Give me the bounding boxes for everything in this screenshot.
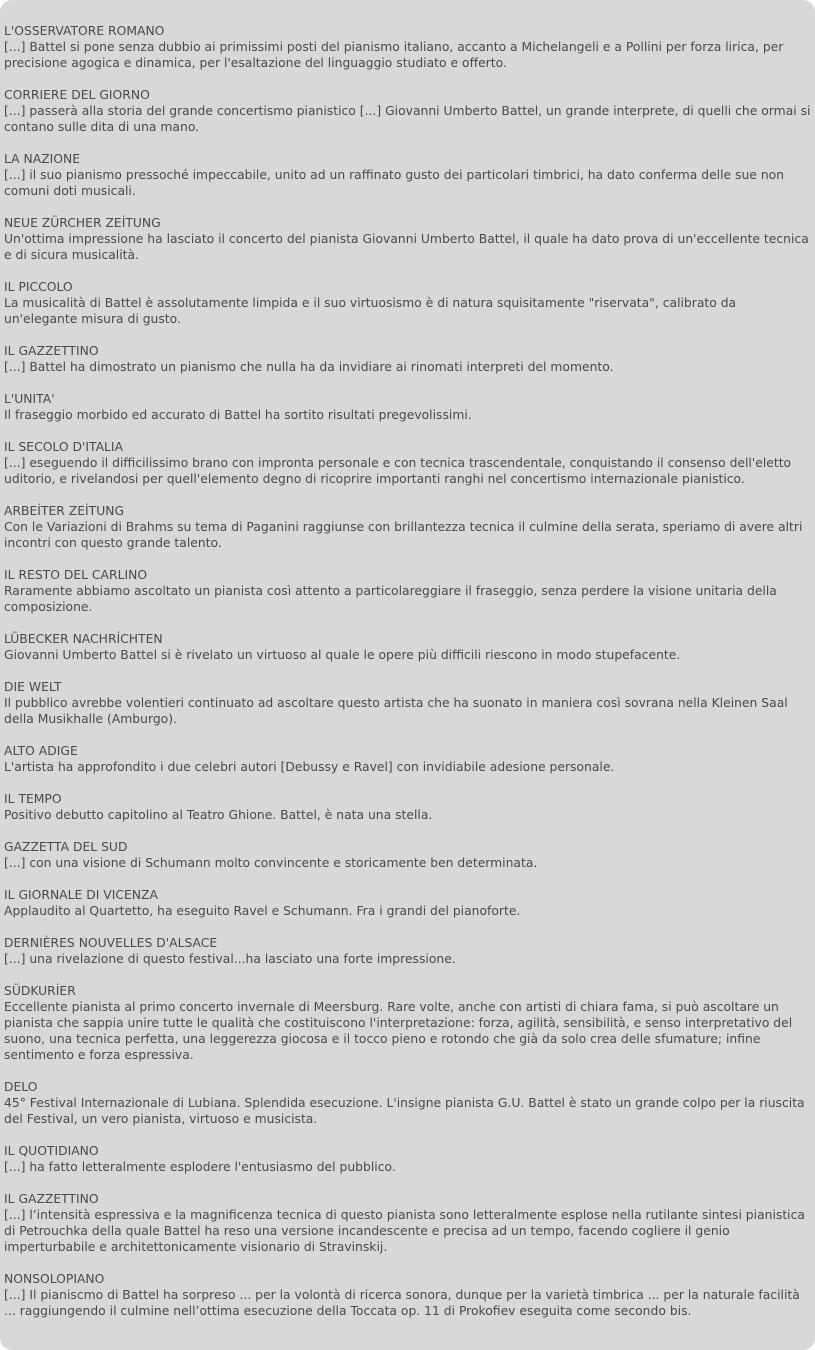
review-item [4,1143,811,1175]
review-text: La musicalità di Battel è assolutamente limpida e il suo virtuosismo è di natura squisitamente "riservata", calibrato da un'elegante misura di gusto. [4,296,737,326]
review-text: Raramente abbiamo ascoltato un pianista così attento a particolareggiare il fraseggio, senza perdere la visione unitaria della composizione. [4,584,777,614]
review-source: NONSOLOPIANO [4,1272,105,1286]
review-item [4,1191,811,1255]
review-text: [...] Battel ha dimostrato un pianismo che nulla ha da invidiare ai rinomati interpreti del momento. [4,360,614,374]
review-text: Eccellente pianista al primo concerto invernale di Meersburg. Rare volte, anche con artisti di chiara fama, si può ascoltare un pianista che sappia unire tutte le qualità che costituiscono l'interpretazione: forza, agilità, sensibilità, e senso interpretativo del suono, una tecnica perfetta, una leggerezza giocosa e il tocco pieno e rotondo che già da solo crea delle sfumature; infine sentimento e forza espressiva. [4,1000,793,1062]
review-item [4,631,811,663]
review-text: [...] ha fatto letteralmente esplodere l'entusiasmo del pubblico. [4,1160,396,1174]
review-item [4,791,811,823]
review-item [4,503,811,551]
review-source: IL RESTO DEL CARLINO [4,568,148,582]
review-item [4,1079,811,1127]
review-source: IL TEMPO [4,792,62,806]
review-text: L'artista ha approfondito i due celebri autori [Debussy e Ravel] con invidiabile adesione personale. [4,760,615,774]
review-text: [...] Il pianiscmo di Battel ha sorpreso ... per la volontà di ricerca sonora, dunque per la varietà timbrica ... per la naturale facilità ... raggiungendo il culmine nell’ottima esecuzione della Toccata op. 11 di Prokofiev eseguita come secondo bis. [4,1288,800,1318]
review-source: L'UNITA' [4,392,55,406]
review-source: LA NAZIONE [4,152,81,166]
review-text: [...] passerà alla storia del grande concertismo pianistico [...] Giovanni Umberto Battel, un grande interprete, di quelli che ormai si contano sulle dita di una mano. [4,104,811,134]
review-source: IL GAZZETTINO [4,1192,99,1206]
review-text: [...] con una visione di Schumann molto convincente e storicamente ben determinata. [4,856,538,870]
review-item [4,343,811,375]
review-source: DERNIÈRES NOUVELLES D'ALSACE [4,936,218,950]
review-item [4,391,811,423]
review-source: ALTO ADIGE [4,744,78,758]
review-text: [...] una rivelazione di questo festival...ha lasciato una forte impressione. [4,952,456,966]
review-text: Con le Variazioni di Brahms su tema di Paganini raggiunse con brillantezza tecnica il culmine della serata, speriamo di avere altri incontri con questo grande talento. [4,520,803,550]
review-item [4,87,811,135]
review-source: IL SECOLO D'ITALIA [4,440,124,454]
review-text: Il fraseggio morbido ed accurato di Battel ha sortito risultati pregevolissimi. [4,408,472,422]
review-source: LÜBECKER NACHRÍCHTEN [4,632,163,646]
review-text: 45° Festival Internazionale di Lubiana. Splendida esecuzione. L'insigne pianista G.U. Battel è stato un grande colpo per la riuscita del Festival, un vero pianista, virtuoso e musicista. [4,1096,805,1126]
review-source: SÜDKURÍER [4,984,76,998]
review-item [4,983,811,1063]
review-source: IL GIORNALE DI VICENZA [4,888,158,902]
review-item [4,279,811,327]
review-text: [...] eseguendo il difficilissimo brano con impronta personale e con tecnica trascendentale, conquistando il consenso dell'eletto uditorio, e rivelandosi per quell'elemento degno di ricoprire importanti ranghi nel concertismo internazionale pianistico. [4,456,792,486]
review-source: CORRIERE DEL GIORNO [4,88,150,102]
review-item [4,743,811,775]
review-text: Applaudito al Quartetto, ha eseguito Ravel e Schumann. Fra i grandi del pianoforte. [4,904,521,918]
review-source: GAZZETTA DEL SUD [4,840,128,854]
review-source: NEUE ZÜRCHER ZEÍTUNG [4,216,161,230]
review-text: Un'ottima impressione ha lasciato il concerto del pianista Giovanni Umberto Battel, il quale ha dato prova di un'eccellente tecnica e di sicura musicalità. [4,232,809,262]
review-source: L'OSSERVATORE ROMANO [4,24,165,38]
review-text: Giovanni Umberto Battel si è rivelato un virtuoso al quale le opere più difficili riescono in modo stupefacente. [4,648,681,662]
review-item [4,935,811,967]
review-text: [...] il suo pianismo pressoché impeccabile, unito ad un raffinato gusto dei particolari timbrici, ha dato conferma delle sue non comuni doti musicali. [4,168,785,198]
review-source: DELO [4,1080,38,1094]
review-text: [...] Battel si pone senza dubbio ai primissimi posti del pianismo italiano, accanto a Michelangeli e a Pollini per forza lirica, per precisione agogica e dinamica, per l'esaltazione del linguaggio studiato e offerto. [4,40,784,70]
review-source: IL PICCOLO [4,280,73,294]
review-source: IL GAZZETTINO [4,344,99,358]
review-item [4,23,811,71]
review-item [4,567,811,615]
review-item [4,839,811,871]
review-text: Positivo debutto capitolino al Teatro Ghione. Battel, è nata una stella. [4,808,433,822]
review-item [4,887,811,919]
review-text: Il pubblico avrebbe volentieri continuato ad ascoltare questo artista che ha suonato in maniera così sovrana nella Kleinen Saal della Musikhalle (Amburgo). [4,696,788,726]
review-item [4,1271,811,1319]
review-item [4,151,811,199]
review-source: DIE WELT [4,680,62,694]
review-text: [...] l’intensità espressiva e la magnificenza tecnica di questo pianista sono letteralmente esplose nella rutilante sintesi pianistica di Petrouchka della quale Battel ha reso una versione incandescente e precisa ad un tempo, facendo cogliere il genio imperturbabile e architettonicamente visionario di Stravinskij. [4,1208,805,1254]
review-item [4,439,811,487]
review-item [4,679,811,727]
review-item [4,215,811,263]
review-source: IL QUOTIDIANO [4,1144,99,1158]
review-source: ARBEÍTER ZEÍTUNG [4,504,125,518]
